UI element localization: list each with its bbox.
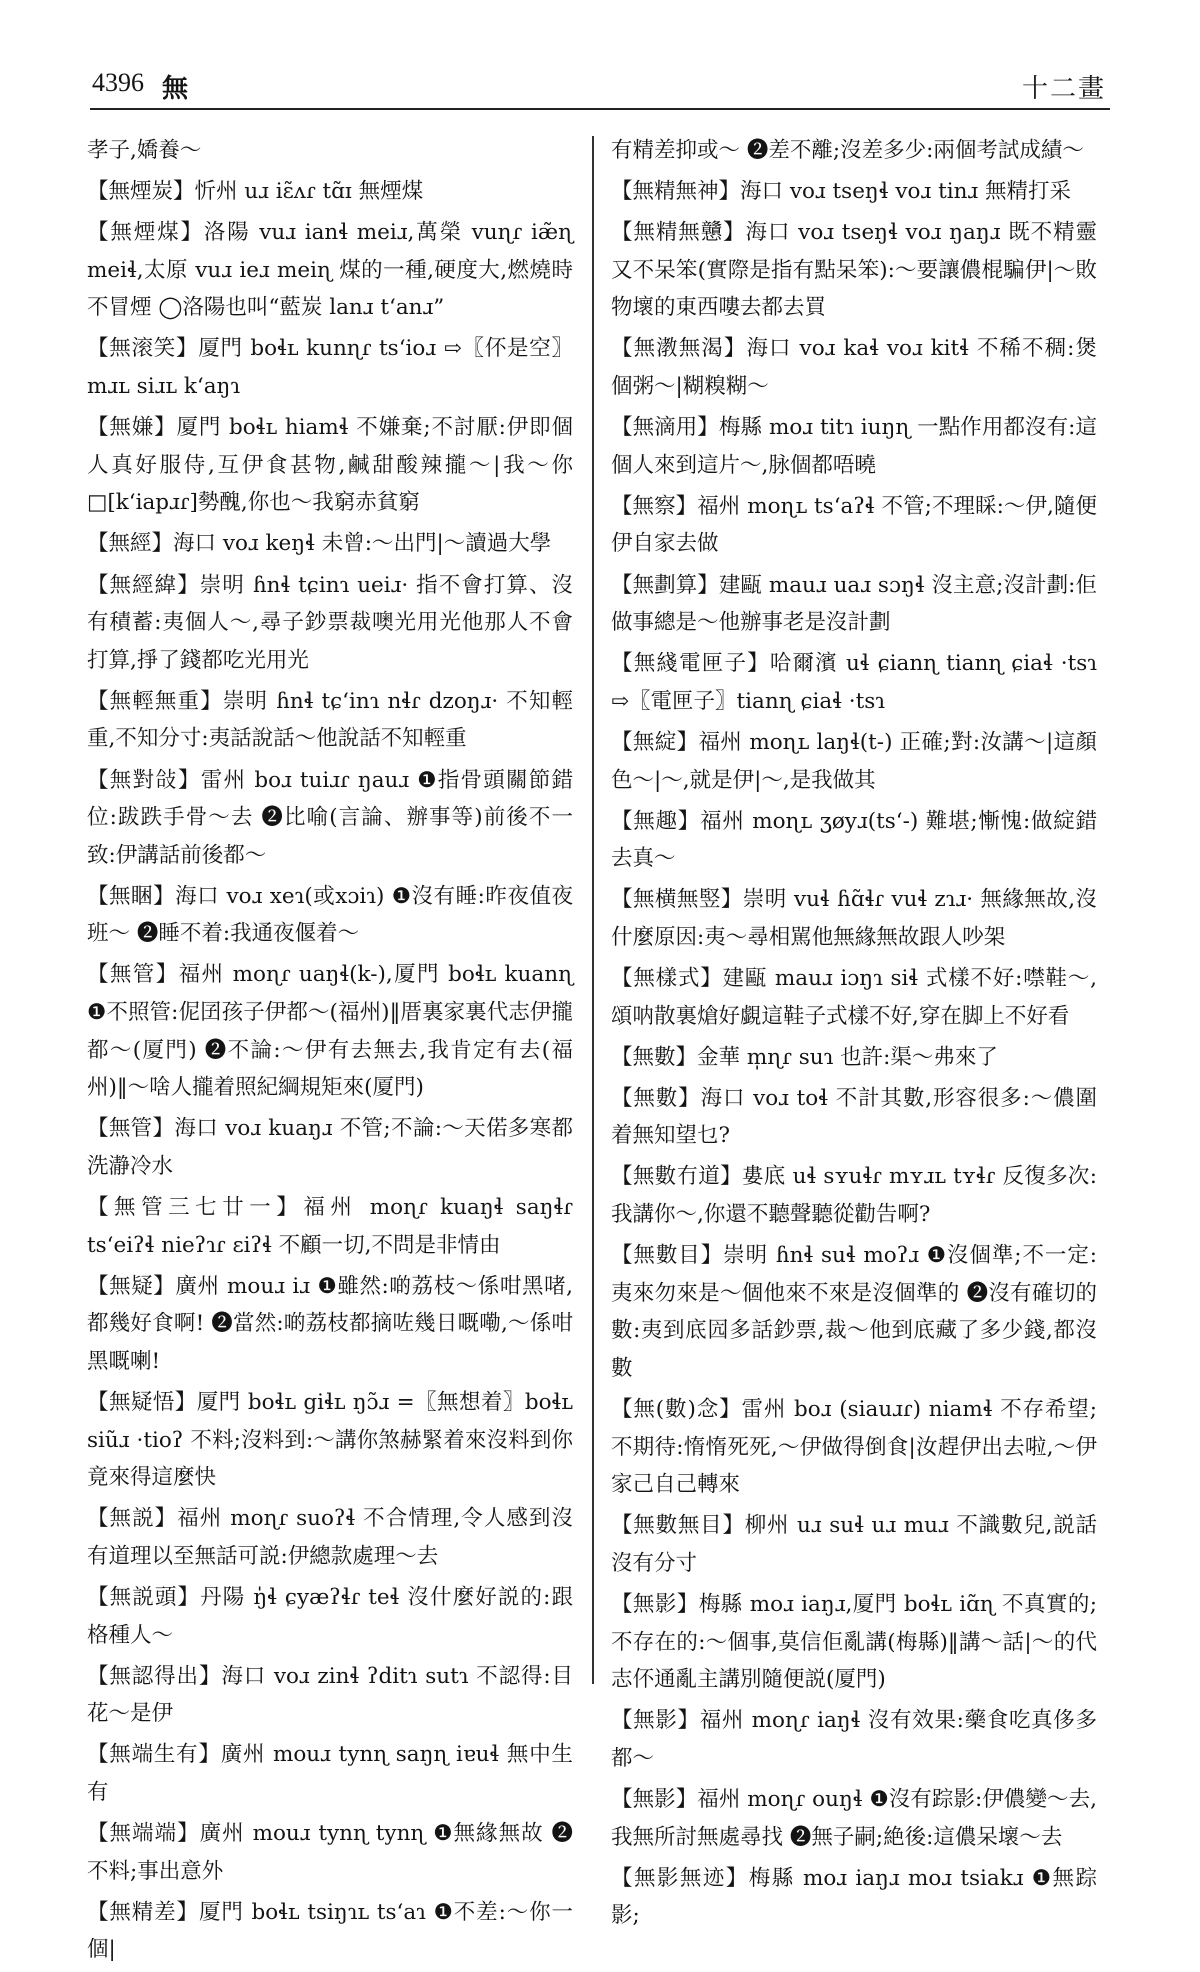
- dictionary-entry: 【無精無神】海口 voɹ tseŋɬ voɹ tinɹ 無精打采: [611, 179, 1072, 205]
- dictionary-entry: 【無嫌】厦門 boɬʟ hiamɬ 不嫌棄;不討厭:伊即個人真好服侍,互伊食甚物,鹹甜酸辣攏～|我～你□[kʻiapɹɾ]勢醜,你也～我窮赤貧窮: [87, 415, 573, 516]
- column-divider: [592, 136, 594, 1684]
- dictionary-entry: 【無數】海口 voɹ toɬ 不計其數,形容很多:～儂圍着無知望乜?: [611, 1085, 1097, 1149]
- dictionary-entry: 孝子,嬌養～: [87, 138, 202, 163]
- dictionary-entry: 【無影】福州 moɳɾ iaŋɬ 沒有效果:藥食吃真侈多都～: [611, 1708, 1097, 1771]
- dictionary-entry: 【無管】福州 moɳɾ uaŋɬ(k-),厦門 boɬʟ kuanɳ ❶不照管:伲囝孩子伊都～(福州)‖厝裏家裏代志伊攏都～(厦門) ❷不論:～伊有去無去,我肯定有去(福州)‖～啥人攏着照紀綱規矩來(厦門): [87, 962, 573, 1101]
- dictionary-entry: 【無綫電匣子】哈爾濱 uɬ ɕianɳ tianɳ ɕiaɬ ·tsɿ ⇨〖電匣子〗tianɳ ɕiaɬ ·tsɿ: [611, 651, 1097, 714]
- dictionary-entry: 【無劃算】建甌 mauɹ uaɹ sɔŋɬ 沒主意;沒計劃:佢做事總是～他辦事老是沒計劃: [611, 572, 1097, 636]
- dictionary-entry: 【無影無迹】梅縣 moɹ iaŋɹ moɹ tsiakɹ ❶無踪影;: [611, 1865, 1097, 1929]
- dictionary-entry: 【無數目】崇明 ɦnɬ suɬ moʔɹ ❶沒個準;不一定:夷來勿來是～個他來不來是沒個準的 ❷沒有確切的數:夷到底囥多話鈔票,裁～他到底藏了多少錢,都沒數: [611, 1243, 1097, 1381]
- page-number: 4396: [92, 68, 144, 97]
- dictionary-entry: 【無煙炭】忻州 uɹ iɛ̃ʌɾ tɑ̃ɪ 無煙煤: [87, 179, 424, 205]
- stroke-section-label: 十二畫: [1021, 74, 1106, 104]
- dictionary-entry: 【無疑悟】厦門 boɬʟ giɬʟ ŋɔ̃ɹ =〖無想着〗boɬʟ siũɹ ·tioʔ 不料;沒料到:～講你煞赫緊着來沒料到你竟來得這麼快: [87, 1390, 573, 1491]
- dictionary-entry: 【無管三七廿一】福州 moɳɾ kuaŋɬ saŋɬɾ tsʻeiʔɬ nieʔɿɾ ɛiʔɬ 不顧一切,不問是非情由: [87, 1195, 573, 1258]
- dictionary-entry: 【無煙煤】洛陽 vuɹ ianɬ meiɹ,萬榮 vuɳɾ iæ̃ɳ meiɬ,太原 vuɹ ieɹ meiɳ 煤的一種,硬度大,燃燒時不冒煙 ◯洛陽也叫“藍炭 lanɹ tʻanɹ”: [87, 220, 573, 321]
- dictionary-entry: 【無綻】福州 moɳʟ laŋɬ(t-) 正確;對:汝講～|這顏色～|～,就是伊|～,是我做其: [611, 729, 1097, 793]
- dictionary-entry: 【無精差】厦門 boɬʟ tsiŋɿʟ tsʻaɿ ❶不差:～你一個|: [87, 1899, 573, 1963]
- dictionary-entry: 【無管】海口 voɹ kuaŋɹ 不管;不論:～天偌多寒都洗瀞冷水: [87, 1116, 573, 1179]
- dictionary-entry: 【無數】金華 m̩ɳɾ suɿ 也許:渠～弗來了: [611, 1044, 998, 1070]
- dictionary-entry: 【無對敆】雷州 boɹ tuiɹɾ ŋauɹ ❶指骨頭關節錯位:跋跌手骨～去 ❷比喻(言論、辦事等)前後不一致:伊講話前後都～: [87, 767, 573, 868]
- dictionary-entry: 【無數冇道】婁底 uɬ sʏuɬɾ mʏɹʟ tʏɬɾ 反復多次:我講你～,你還不聽聲聽從勸告啊?: [611, 1164, 1097, 1228]
- right-column: [611, 132, 1097, 1938]
- dictionary-entry: 【無樣式】建甌 mauɹ iɔŋɿ siɬ 式樣不好:噤鞋～,頌呐散裏熗好覷這鞋子式樣不好,穿在脚上不好看: [611, 965, 1097, 1029]
- dictionary-entry: 【無(數)念】雷州 boɹ (siauɹɾ) niamɬ 不存希望;不期待:惰惰死死,～伊做得倒食|汝趕伊出去啦,～伊家己自己轉來: [611, 1397, 1097, 1498]
- dictionary-entry: 【無説】福州 moɳɾ suoʔɬ 不合情理,令人感到沒有道理以至無話可説:伊總款處理～去: [87, 1506, 573, 1569]
- dictionary-entry: 【無睏】海口 voɹ xeɿ(或xɔiɿ) ❶沒有睡:昨夜值夜班～ ❷睡不着:我通夜偃着～: [87, 883, 573, 947]
- dictionary-entry: 【無疑】廣州 mouɹ iɹ ❶雖然:啲荔枝～係咁黑啫,都幾好食啊! ❷當然:啲荔枝都摘咗幾日嘅嘞,～係咁黑嘅喇!: [87, 1273, 573, 1374]
- left-column: [87, 132, 573, 1972]
- dictionary-entry: 【無認得出】海口 voɹ zinɬ ʔditɿ sutɿ 不認得:目花～是伊: [87, 1663, 573, 1727]
- dictionary-entry: 【無輕無重】崇明 ɦnɬ tɕʻinɿ nɬɾ dzoŋɹ· 不知輕重,不知分寸:夷話說話～他說話不知輕重: [87, 688, 573, 752]
- dictionary-entry: 有精差抑或～ ❷差不離;沒差多少:兩個考試成績～: [611, 138, 1084, 163]
- dictionary-entry: 【無端生有】廣州 mouɹ tynɳ saŋɳ iɐuɬ 無中生有: [87, 1742, 573, 1805]
- dictionary-entry: 【無影】梅縣 moɹ iaŋɹ,厦門 boɬʟ iɑ̃ɳ 不真實的;不存在的:～個事,莫信佢亂講(梅縣)‖講～話|～的代志伓通亂主講別隨便説(厦門): [611, 1591, 1097, 1693]
- dictionary-entry: 【無精無戇】海口 voɹ tseŋɬ voɹ ŋaŋɹ 既不精靈又不呆笨(實際是指有點呆笨):～要讓儂棍騙伊|～敗物壞的東西嘍去都去買: [611, 220, 1097, 321]
- dictionary-entry: 【無説頭】丹陽 ŋ̍ɬ ɕyæʔɬɾ teɬ 沒什麼好説的:跟格種人～: [87, 1584, 573, 1648]
- head-character: 無: [162, 74, 189, 104]
- dictionary-entry: 【無經】海口 voɹ keŋɬ 未曾:～出門|～讀過大學: [87, 531, 552, 557]
- dictionary-entry: 【無經緯】崇明 ɦnɬ tɕinɿ ueiɹ· 指不會打算、沒有積蓄:夷個人～,尋子鈔票裁噢光用光他那人不會打算,掙了錢都吃光用光: [87, 572, 573, 673]
- dictionary-entry: 【無漖無渴】海口 voɹ kaɬ voɹ kitɬ 不稀不稠:煲個粥～|糊糗糊～: [611, 336, 1097, 400]
- dictionary-entry: 【無滴用】梅縣 moɹ titɿ iuŋɳ 一點作用都沒有:這個人來到這片～,脉個都唔曉: [611, 415, 1097, 478]
- dictionary-entry: 【無影】福州 moɳɾ ouŋɬ ❶沒有踪影:伊儂變～去,我無所討無處尋找 ❷無子嗣;絶後:這儂呆壞～去: [611, 1786, 1097, 1850]
- dictionary-entry: 【無數無目】柳州 uɹ suɬ uɹ muɹ 不識數兒,説話沒有分寸: [611, 1513, 1097, 1576]
- dictionary-entry: 【無趣】福州 moɳʟ ʒøyɹ(tsʻ-) 難堪;慚愧:做綻錯去真～: [611, 808, 1097, 872]
- dictionary-entry: 【無横無竪】崇明 vuɬ ɦɑ̃ɬɾ vuɬ zɿɹ· 無緣無故,沒什麼原因:夷～尋相駡他無緣無故跟人吵架: [611, 887, 1097, 950]
- dictionary-entry: 【無端端】廣州 mouɹ tynɳ tynɳ ❶無緣無故 ❷不料;事出意外: [87, 1821, 573, 1884]
- dictionary-entry: 【無察】福州 moɳʟ tsʻaʔɬ 不管;不理睬:～伊,隨便伊自家去做: [611, 493, 1097, 557]
- page-header: [90, 62, 1110, 110]
- dictionary-entry: 【無滚笑】厦門 boɬʟ kunɳɾ tsʻioɹ ⇨〖伓是空〗mɹʟ siɹʟ kʻaŋɿ: [87, 336, 573, 400]
